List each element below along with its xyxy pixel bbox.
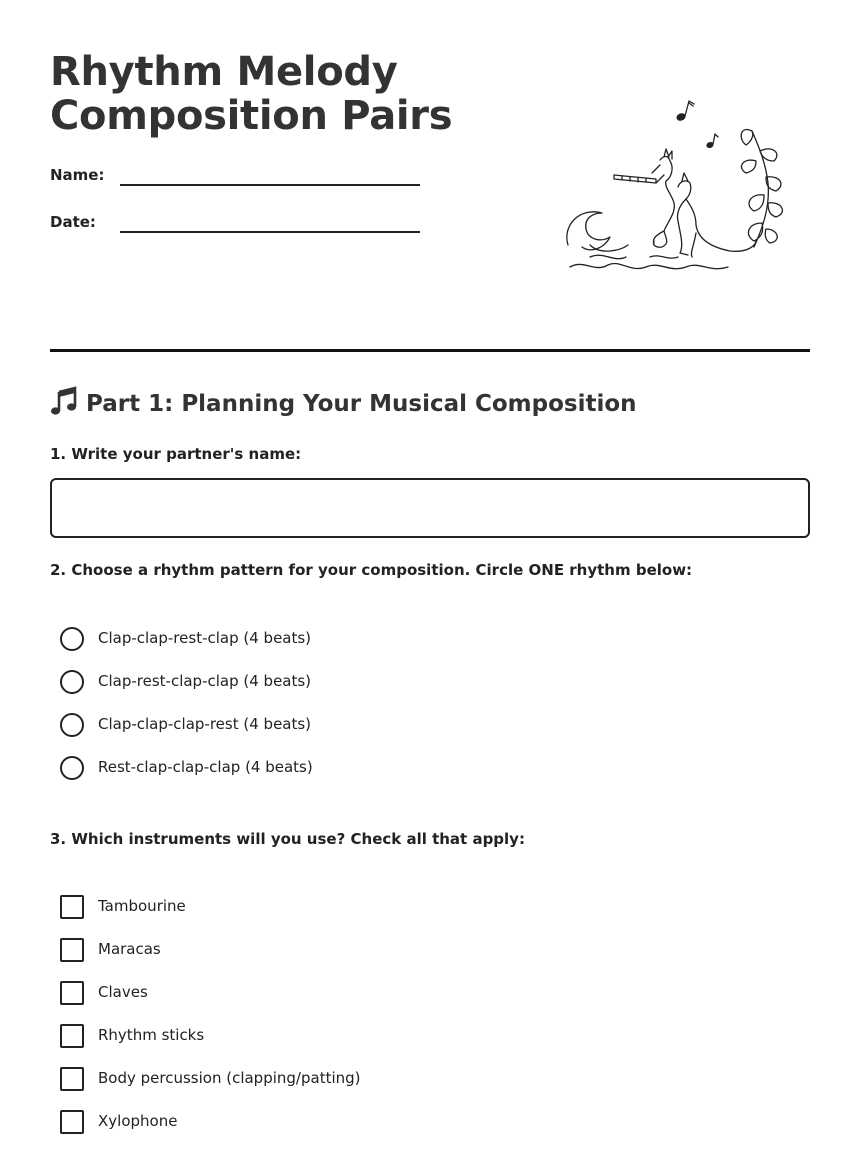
checkbox[interactable] — [60, 981, 84, 1005]
section-heading-part-1 — [50, 386, 637, 422]
rhythm-option-label: Clap-rest-clap-clap (4 beats) — [98, 672, 312, 690]
kangaroo-icon — [652, 149, 674, 247]
name-field[interactable] — [50, 166, 420, 196]
kangaroo-icon — [677, 173, 756, 257]
title-line-2: Composition Pairs — [50, 93, 453, 139]
leaf-branch-icon — [741, 130, 782, 247]
name-label: Name: — [50, 166, 105, 184]
rhythm-option-label: Rest-clap-clap-clap (4 beats) — [98, 758, 313, 776]
question-3-prompt: 3. Which instruments will you use? Check all that apply: — [50, 830, 525, 848]
radio-circle[interactable] — [60, 756, 84, 780]
radio-circle[interactable] — [60, 713, 84, 737]
instrument-option-label: Maracas — [98, 940, 161, 958]
checkbox[interactable] — [60, 1110, 84, 1134]
page-title — [50, 50, 452, 138]
checkbox[interactable] — [60, 895, 84, 919]
instrument-option-label: Tambourine — [98, 897, 186, 915]
checkbox[interactable] — [60, 1067, 84, 1091]
rhythm-option-label: Clap-clap-rest-clap (4 beats) — [98, 629, 312, 647]
flute-icon — [614, 175, 656, 183]
date-field[interactable] — [50, 213, 420, 243]
question-1-prompt: 1. Write your partner's name: — [50, 445, 302, 463]
title-line-1: Rhythm Melody — [50, 49, 398, 95]
instrument-option-label: Body percussion (clapping/patting) — [98, 1069, 361, 1087]
instrument-option-label: Rhythm sticks — [98, 1026, 205, 1044]
checkbox[interactable] — [60, 1024, 84, 1048]
checkbox[interactable] — [60, 938, 84, 962]
radio-circle[interactable] — [60, 627, 84, 651]
header-divider — [50, 349, 810, 352]
radio-circle[interactable] — [60, 670, 84, 694]
music-note-icon — [676, 101, 694, 121]
instrument-option-label: Claves — [98, 983, 148, 1001]
kangaroos-playing-flute-icon — [560, 95, 795, 280]
question-2-prompt: 2. Choose a rhythm pattern for your composition. Circle ONE rhythm below: — [50, 561, 693, 579]
instrument-option-label: Xylophone — [98, 1112, 178, 1130]
rhythm-option-label: Clap-clap-clap-rest (4 beats) — [98, 715, 312, 733]
date-line[interactable] — [120, 231, 420, 233]
section-heading-text: Part 1: Planning Your Musical Composition — [86, 391, 637, 417]
music-note-icon — [706, 134, 718, 148]
name-line[interactable] — [120, 184, 420, 186]
music-notes-icon — [50, 386, 78, 416]
date-label: Date: — [50, 213, 96, 231]
partner-name-input[interactable] — [50, 478, 810, 538]
